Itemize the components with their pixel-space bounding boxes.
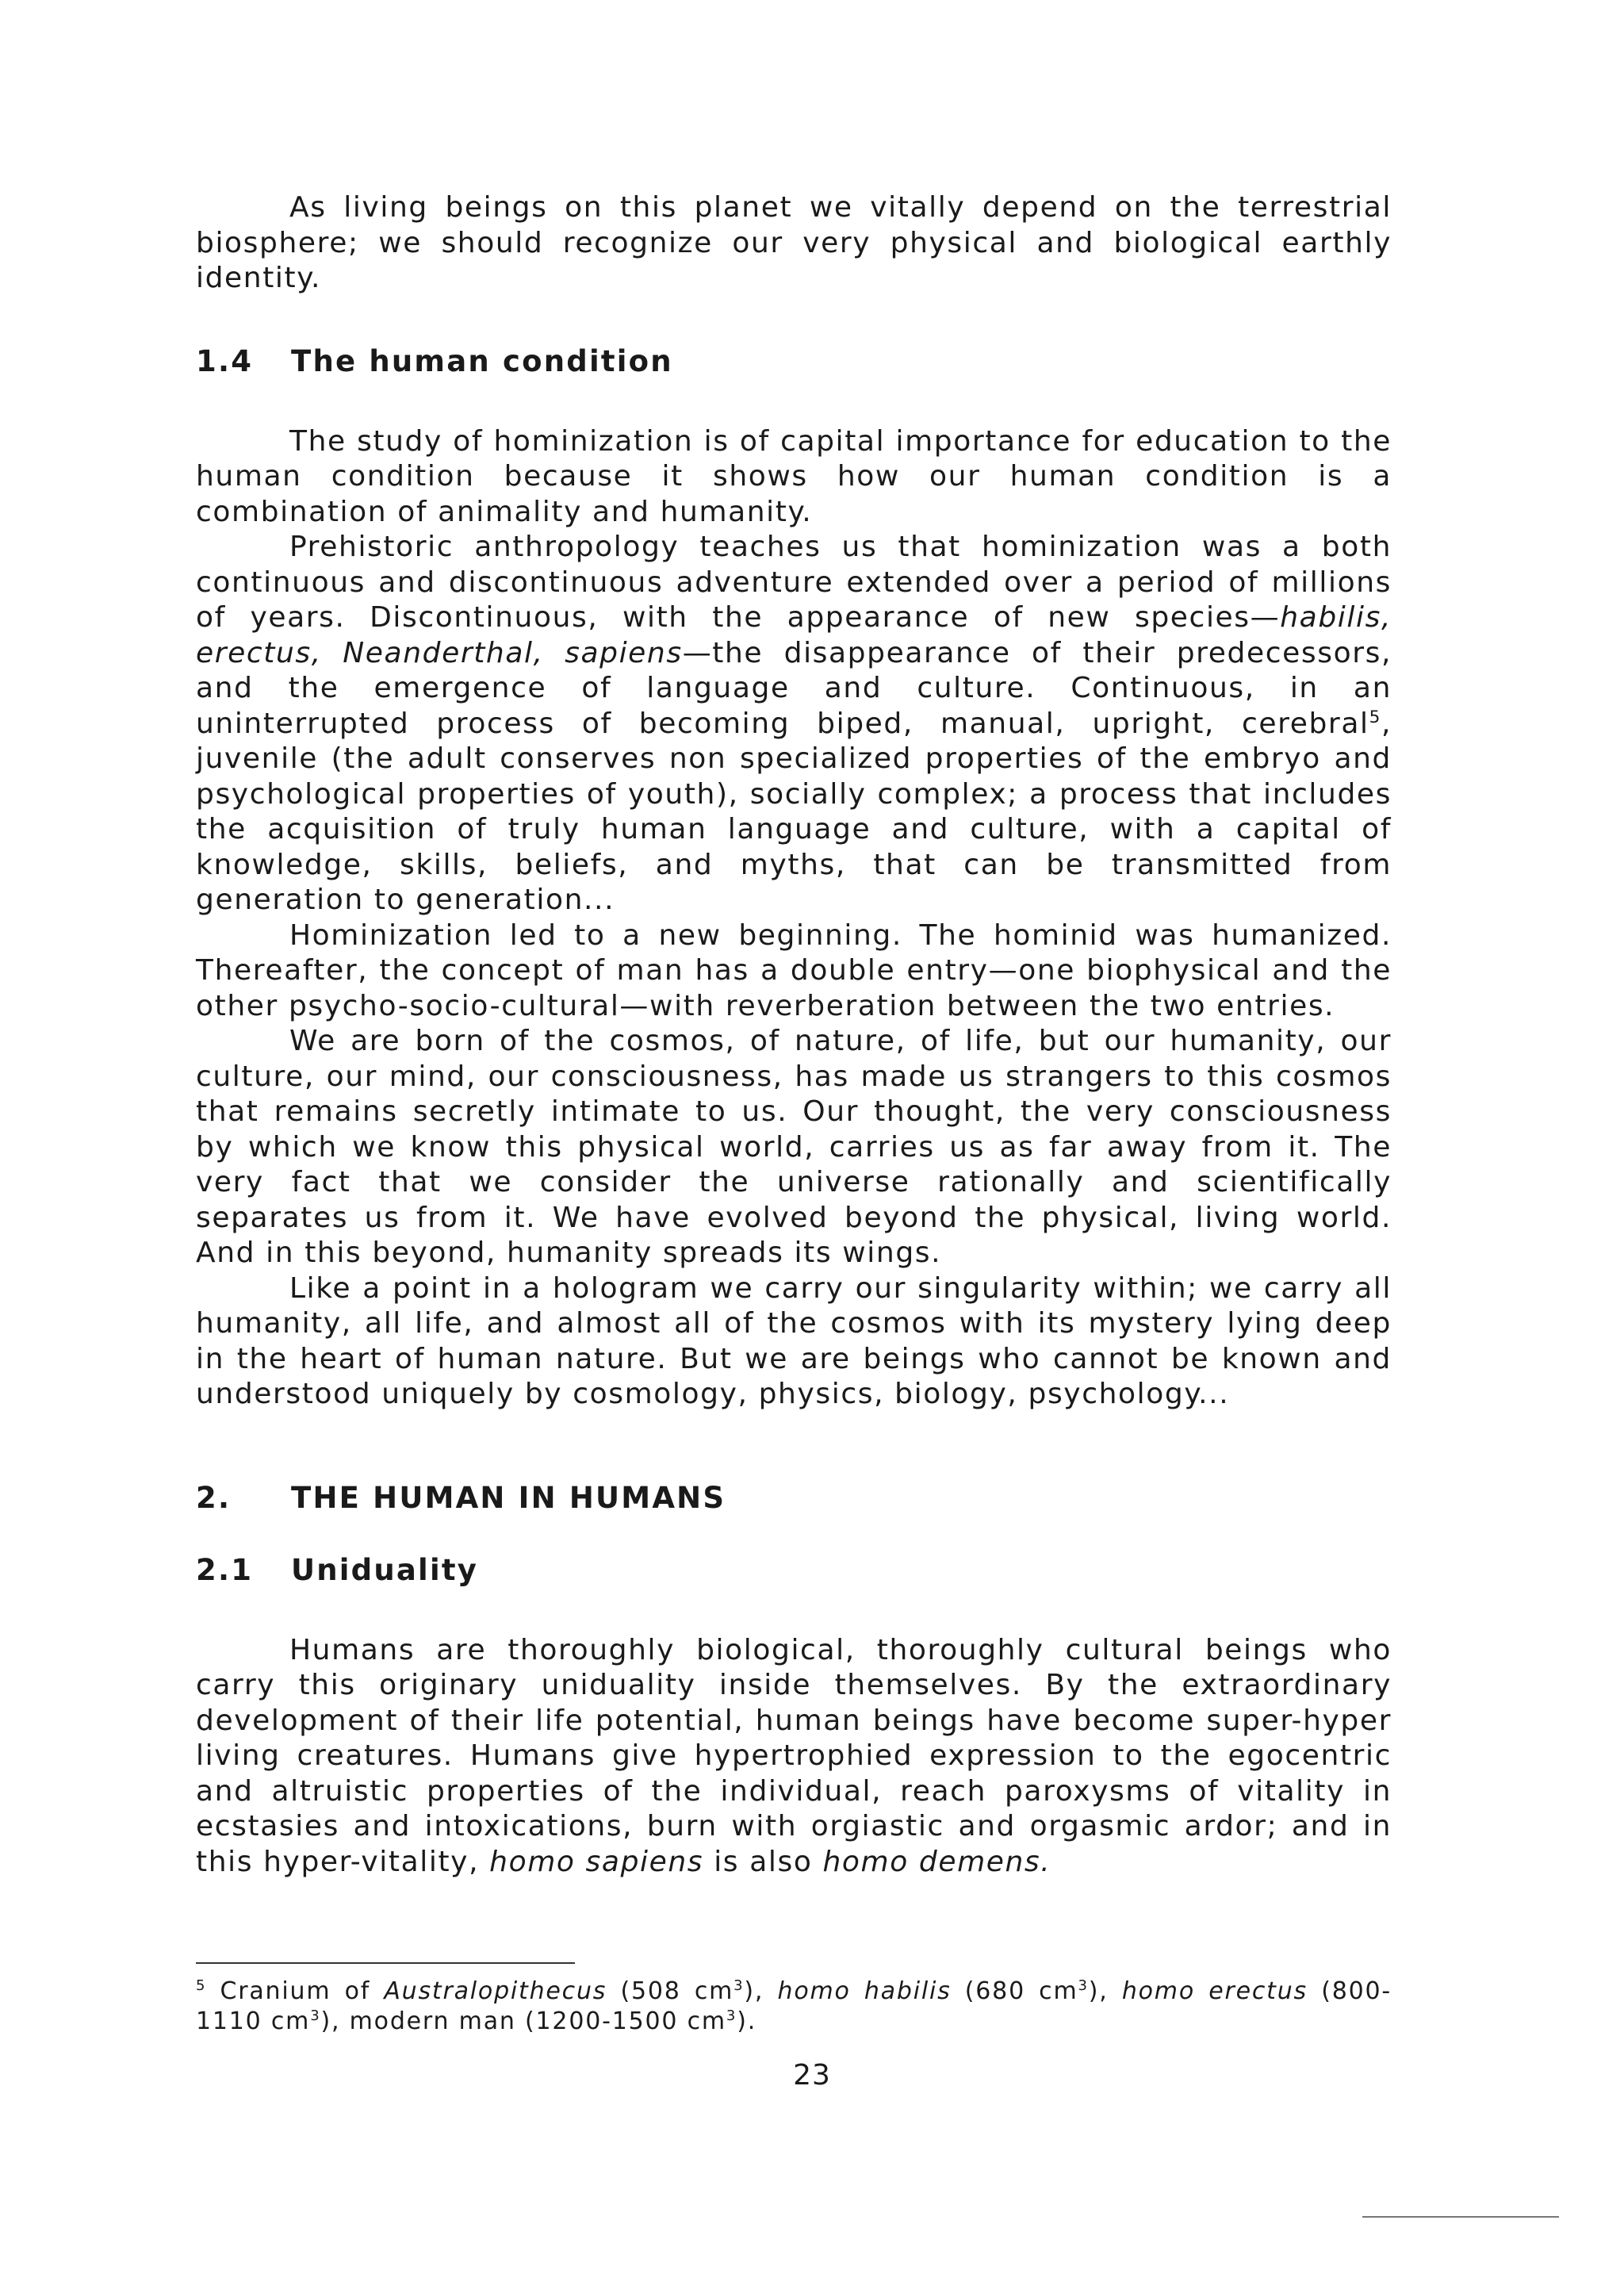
text-run: Prehistoric anthropology teaches us that hominization was a both continuous and discontinuous adventure extended over a period of millions of years. Discontinuous, with the appearance of new species— [196,531,1392,634]
text-run: Cranium of [206,1977,385,2005]
term-australopithecus: Australopithecus [384,1977,607,2005]
section-2-1-heading [196,1553,1392,1587]
section-title: The human condition [291,343,673,378]
species-habilis: habilis, [1280,601,1392,634]
superscript: 3 [733,1977,745,1994]
species-erectus: erectus, [196,636,322,669]
intro-paragraph: As living beings on this planet we vitally depend on the terrestrial biosphere; we should recognize our very physical and biological earthly identity. [196,191,1392,294]
paragraph: The study of hominization is of capital importance for education to the human condition because it shows how our human condition is a combination of animality and humanity. [196,424,1392,528]
section-title: THE HUMAN IN HUMANS [291,1480,726,1515]
section-number: 2. [196,1480,232,1515]
term-homo-erectus: homo erectus [1121,1977,1308,2005]
text-run: ), modern man (1200-1500 cm [320,2007,726,2035]
species-neanderthal: Neanderthal, [343,636,544,669]
section-title: Uniduality [291,1552,479,1587]
paragraph: Like a point in a hologram we carry our singularity within; we carry all humanity, all life, and almost all of the cosmos with its mystery lying deep in the heart of human nature. But we are beings who cannot be known and understood uniquely by cosmology, physics, biology, psychology... [196,1271,1392,1410]
paragraph-uniduality [196,1633,1392,1881]
section-2-heading [196,1481,1392,1515]
text-run: Humans are thoroughly biological, thoroughly cultural beings who carry this originary uniduality inside themselves. By the extraordinary development of their life potential, human beings have become super-hyper living creatures. Humans give hypertrophied expression to the egocentric and altruistic properties of the individual, reach paroxysms of vitality in ecstasies and intoxications, burn with orgiastic and orgasmic ardor; and in this hyper-vitality, [196,1633,1392,1878]
paragraph: We are born of the cosmos, of nature, of life, but our humanity, our culture, our mind, our consciousness, has made us strangers to this cosmos that remains secretly intimate to us. Our thought, the very consciousness by which we know this physical world, carries us as far away from it. The very fact that we consider the universe rationally and scientifically separates us from it. We have evolved beyond the physical, living world. And in this beyond, humanity spreads its wings. [196,1025,1392,1269]
text-run: is also [703,1845,823,1878]
species-sapiens: sapiens [565,636,683,669]
text-run: —the disappearance of their predecessors, and the emergence of language and culture. Continuous, in an uninterrupted process of becoming biped, manual, upright, cerebral [196,636,1392,740]
term-homo-sapiens: homo sapiens [489,1845,704,1878]
text-run: (680 cm [951,1977,1078,2005]
text-run: ), [744,1977,778,2005]
page-body [196,190,1392,1880]
text-run: ). [737,2007,757,2035]
text-run: , juvenile (the adult conserves non specialized properties of the embryo and psychological properties of youth), socially complex; a process that includes the acquisition of truly human language and culture, with a capital of knowledge, skills, beliefs, and myths, that can be transmitted from generation to generation... [196,707,1392,916]
footnote-divider [196,1962,575,1964]
superscript: 3 [726,2007,737,2024]
paragraph-prehistoric [196,530,1392,918]
term-homo-habilis: homo habilis [777,1977,952,2005]
superscript: 3 [1078,1977,1089,1994]
footnote-marker: 5 [196,1977,207,1994]
text-run: ), [1088,1977,1122,2005]
superscript: 3 [310,2007,321,2024]
footnote [196,1977,1392,2037]
footnote-reference: 5 [1369,707,1381,727]
term-homo-demens: homo demens. [822,1845,1051,1878]
section-1-4-heading [196,344,1392,378]
text-run: (508 cm [607,1977,734,2005]
section-number: 1.4 [196,343,254,378]
scan-artifact-line [1362,2216,1559,2218]
page-number: 23 [793,2059,831,2092]
paragraph: Hominization led to a new beginning. The hominid was humanized. Thereafter, the concept of man has a double entry—one biophysical and the other psycho-socio-cultural—with reverberation between the two entries. [196,918,1392,1022]
section-number: 2.1 [196,1552,254,1587]
text-run: (800-1110 cm [196,1977,1392,2035]
